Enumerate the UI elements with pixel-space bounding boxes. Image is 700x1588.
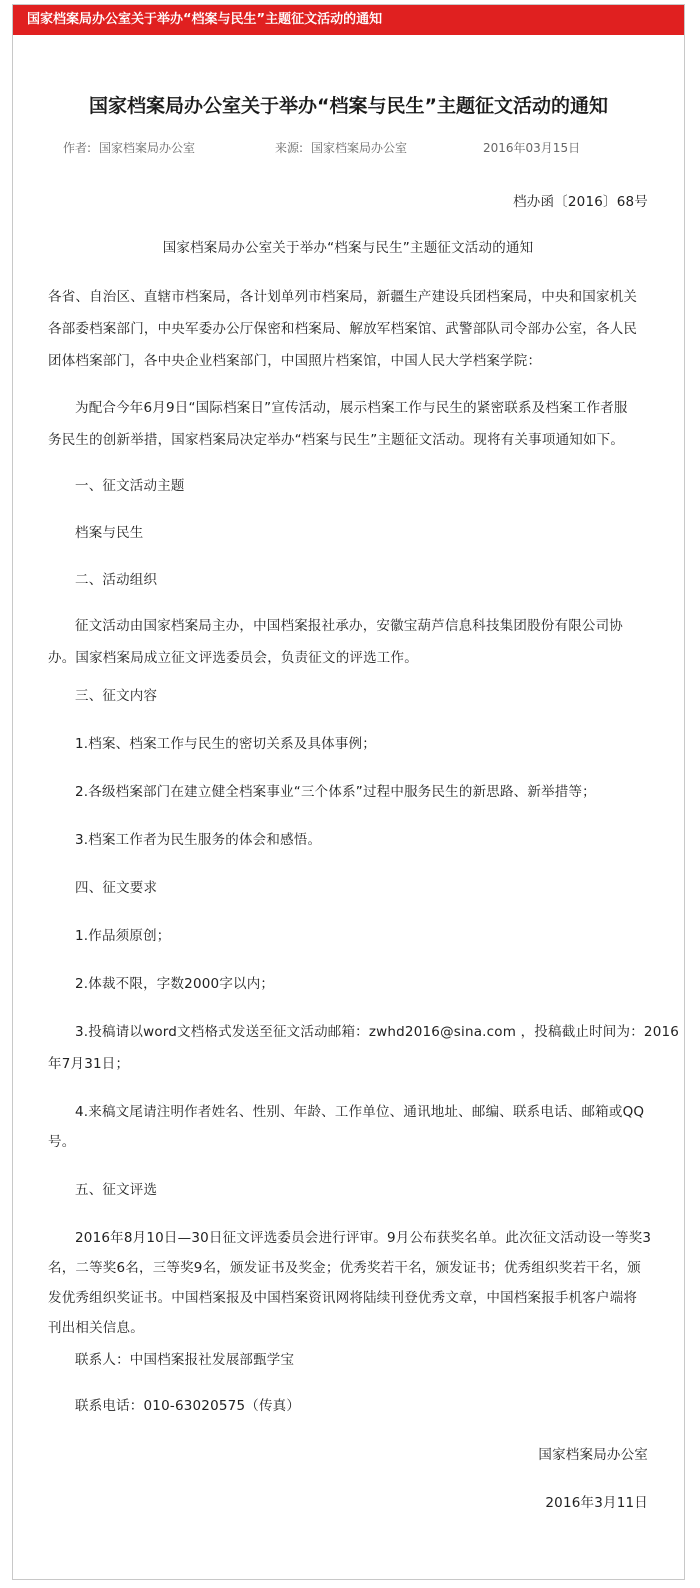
section-1-heading: 一、征文活动主题: [75, 478, 185, 494]
section-5-heading: 五、征文评选: [75, 1182, 158, 1198]
signature: 国家档案局办公室: [538, 1447, 648, 1463]
section-3-heading: 三、征文内容: [75, 688, 158, 704]
section-2-heading: 二、活动组织: [75, 572, 158, 588]
section-5-line: 刊出相关信息。: [48, 1320, 144, 1336]
doc-number: 档办函〔2016〕68号: [513, 194, 648, 210]
section-5-line: 2016年8月10日—30日征文评选委员会进行评审。9月公布获奖名单。此次征文活动设一等奖3: [75, 1230, 652, 1246]
source-value: 国家档案局办公室: [311, 141, 408, 155]
section-2-line: 征文活动由国家档案局主办，中国档案报社承办，安徽宝葫芦信息科技集团股份有限公司协: [75, 618, 623, 634]
doc-title: 国家档案局办公室关于举办“档案与民生”主题征文活动的通知: [162, 240, 534, 256]
section-4-item: 4.来稿文尾请注明作者姓名、性别、年龄、工作单位、通讯地址、邮编、联系电话、邮箱或QQ: [75, 1104, 645, 1120]
addressee-line: 各省、自治区、直辖市档案局，各计划单列市档案局，新疆生产建设兵团档案局，中央和国家机关: [48, 289, 638, 305]
sign-date: 2016年3月11日: [545, 1495, 648, 1511]
meta-date: 2016年03月15日: [483, 141, 581, 155]
contact-phone: 联系电话：010-63020575（传真）: [75, 1398, 301, 1414]
author-value: 国家档案局办公室: [99, 141, 196, 155]
article-title: 国家档案局办公室关于举办“档案与民生”主题征文活动的通知: [89, 95, 608, 117]
section-4-item: 3.投稿请以word文档格式发送至征文活动邮箱：zwhd2016@sina.com ，投稿截止时间为：2016: [75, 1024, 680, 1040]
section-4-item-cont: 年7月31日；: [48, 1056, 130, 1072]
intro-line: 为配合今年6月9日“国际档案日”宣传活动，展示档案工作与民生的紧密联系及档案工作者服: [75, 400, 628, 416]
addressee-line: 各部委档案部门，中央军委办公厅保密和档案局、解放军档案馆、武警部队司令部办公室，各人民: [48, 321, 638, 337]
section-3-item: 3.档案工作者为民生服务的体会和感悟。: [75, 832, 322, 848]
window-title-bar: 国家档案局办公室关于举办“档案与民生”主题征文活动的通知: [13, 5, 684, 35]
intro-line: 务民生的创新举措，国家档案局决定举办“档案与民生”主题征文活动。现将有关事项通知如下。: [48, 432, 625, 448]
section-1-body: 档案与民生: [75, 525, 144, 541]
source-label: 来源:: [275, 141, 304, 155]
section-4-item: 2.体裁不限，字数2000字以内；: [75, 976, 275, 992]
section-3-item: 2.各级档案部门在建立健全档案事业“三个体系”过程中服务民生的新思路、新举措等；: [75, 784, 596, 800]
author-label: 作者:: [63, 141, 92, 155]
section-4-item-cont: 号。: [48, 1134, 76, 1150]
section-4-heading: 四、征文要求: [75, 880, 158, 896]
meta-author: [63, 139, 195, 156]
section-2-line: 办。国家档案局成立征文评选委员会，负责征文的评选工作。: [48, 650, 418, 666]
addressee-line: 团体档案部门，各中央企业档案部门，中国照片档案馆，中国人民大学档案学院：: [48, 353, 542, 369]
section-4-item: 1.作品须原创；: [75, 928, 171, 944]
meta-source: [275, 139, 407, 156]
section-5-line: 发优秀组织奖证书。中国档案报及中国档案资讯网将陆续刊登优秀文章，中国档案报手机客户端将: [48, 1290, 638, 1306]
contact-person: 联系人：中国档案报社发展部甄学宝: [75, 1352, 295, 1368]
section-5-line: 名，二等奖6名，三等奖9名，颁发证书及奖金；优秀奖若干名，颁发证书；优秀组织奖若干名，颁: [48, 1260, 641, 1276]
section-3-item: 1.档案、档案工作与民生的密切关系及具体事例；: [75, 736, 376, 752]
